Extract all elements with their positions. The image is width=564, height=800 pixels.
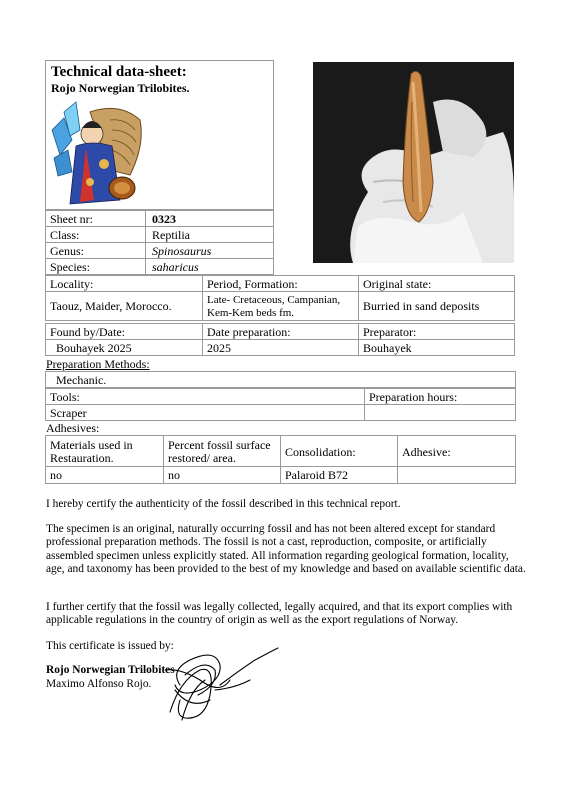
percent-restored-value: no bbox=[163, 466, 281, 484]
period-label: Period, Formation: bbox=[202, 275, 359, 292]
date-preparation-value: 2025 bbox=[202, 339, 359, 356]
original-state-label: Original state: bbox=[358, 275, 515, 292]
locality-label: Locality: bbox=[45, 275, 203, 292]
certification-paragraph-1: I hereby certify the authenticity of the fossil described in this technical report. bbox=[46, 498, 401, 510]
issuer-name: Maximo Alfonso Rojo. bbox=[46, 678, 152, 690]
class-label: Class: bbox=[45, 226, 146, 243]
trilobite-samurai-logo bbox=[50, 100, 145, 208]
sheet-nr-label: Sheet nr: bbox=[45, 210, 146, 227]
method-value: Mechanic. bbox=[45, 371, 516, 388]
genus-value: Spinosaurus bbox=[145, 242, 274, 259]
preparation-hours-label: Preparation hours: bbox=[364, 388, 516, 405]
period-value: Late- Cretaceous, Campanian, Kem-Kem beds fm. bbox=[202, 291, 359, 321]
materials-label: Materials used in Restauration. bbox=[45, 435, 164, 467]
species-label: Species: bbox=[45, 258, 146, 275]
document-title: Technical data-sheet: bbox=[51, 64, 187, 80]
preparator-label: Preparator: bbox=[358, 323, 515, 340]
certification-paragraph-4: This certificate is issued by: bbox=[46, 640, 174, 652]
consolidation-value: Palaroid B72 bbox=[280, 466, 398, 484]
issuer-company: Rojo Norwegian Trilobites bbox=[46, 664, 175, 676]
adhesive-label: Adhesive: bbox=[397, 435, 516, 467]
found-by-value: Bouhayek 2025 bbox=[45, 339, 203, 356]
tools-label: Tools: bbox=[45, 388, 365, 405]
certification-paragraph-3: I further certify that the fossil was legally collected, legally acquired, and that its export complies with applicable regulations in the country of origin as well as the export regulations of Norway. bbox=[46, 601, 513, 627]
consolidation-label: Consolidation: bbox=[280, 435, 398, 467]
genus-label: Genus: bbox=[45, 242, 146, 259]
class-value: Reptilia bbox=[145, 226, 274, 243]
sheet-nr-value: 0323 bbox=[145, 210, 274, 227]
locality-value: Taouz, Maider, Morocco. bbox=[45, 291, 203, 321]
materials-value: no bbox=[45, 466, 164, 484]
species-value: saharicus bbox=[145, 258, 274, 275]
adhesive-value bbox=[397, 466, 516, 484]
found-by-label: Found by/Date: bbox=[45, 323, 203, 340]
handwritten-signature bbox=[160, 640, 285, 725]
original-state-value: Burried in sand deposits bbox=[358, 291, 515, 321]
tools-value: Scraper bbox=[45, 404, 365, 421]
preparator-value: Bouhayek bbox=[358, 339, 515, 356]
preparation-methods-heading: Preparation Methods: bbox=[46, 357, 150, 371]
adhesives-heading: Adhesives: bbox=[46, 421, 100, 435]
preparation-hours-value bbox=[364, 404, 516, 421]
date-preparation-label: Date preparation: bbox=[202, 323, 359, 340]
percent-restored-label: Percent fossil surface restored/ area. bbox=[163, 435, 281, 467]
certification-paragraph-2: The specimen is an original, naturally occurring fossil and has not been altered except for standard professional preparation methods. The fossil is not a cast, reproduction, composite, or artificially assembled specimen unless explicitly stated. All information regarding geological formation, locality, age, and taxonomy has been provided to the best of my knowledge and based on available scientific data. bbox=[46, 523, 526, 576]
fossil-tooth-photo bbox=[313, 62, 514, 263]
company-name: Rojo Norwegian Trilobites. bbox=[51, 81, 190, 95]
